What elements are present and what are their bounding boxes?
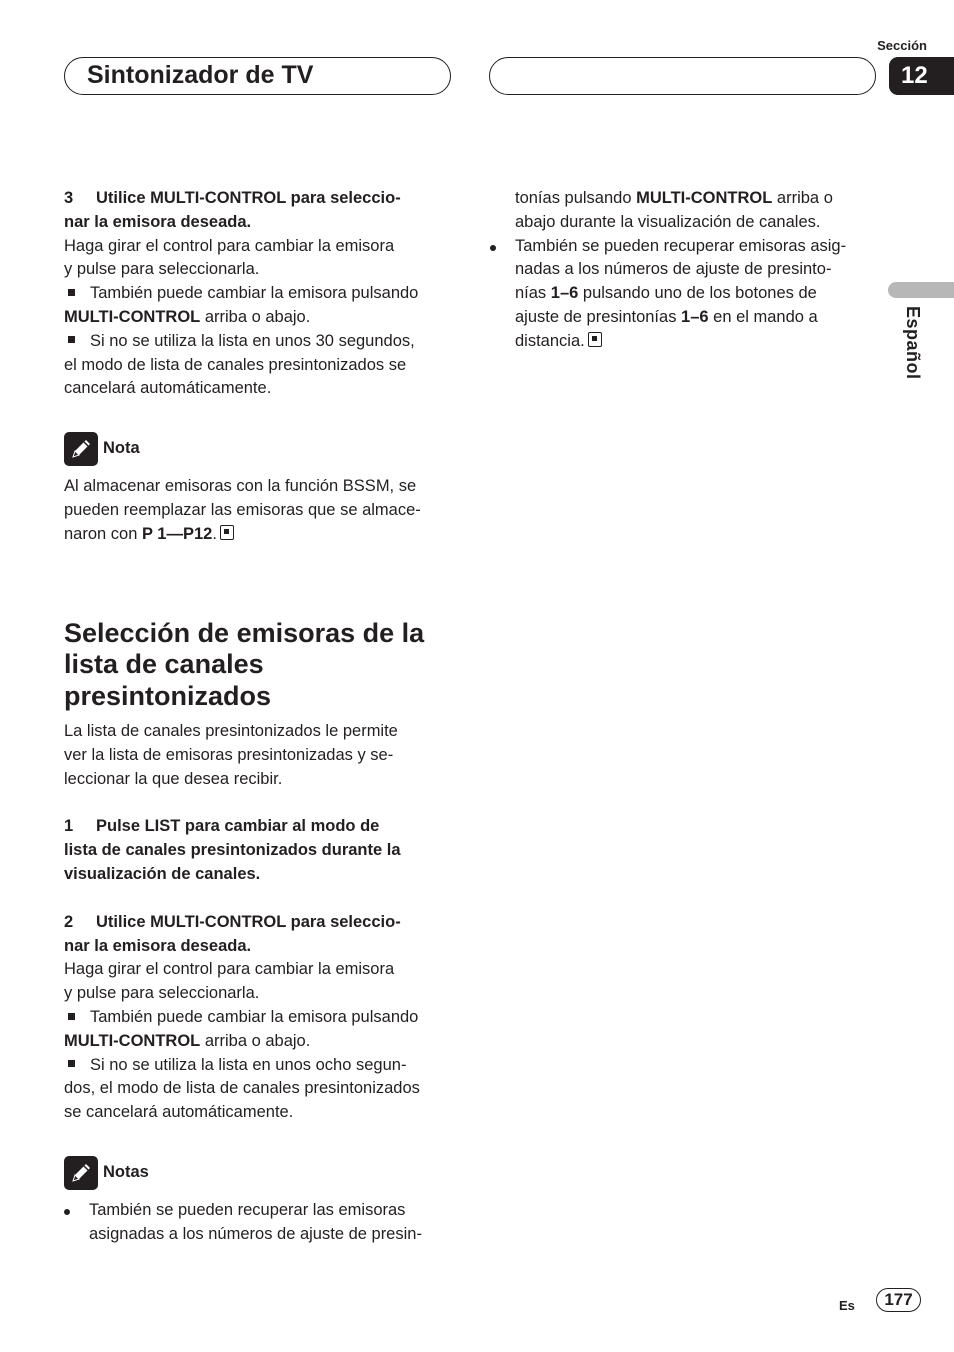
step-title-line: lista de canales presintonizados durante la — [64, 841, 401, 860]
right-column: tonías pulsando MULTI-CONTROL arriba o abajo durante la visualización de canales. También se pueden recuperar emisoras asig- nadas a los números de ajuste de presinto- nías 1–6 pulsando uno de los botones de ajuste de presintonías 1–6 en el mando a distancia. — [515, 187, 875, 354]
step-title-line: visualización de canales. — [64, 865, 261, 884]
intro-line: ver la lista de emisoras presintonizadas y se- — [64, 745, 394, 764]
footer-language: Es — [839, 1298, 855, 1313]
section-number-tab: 12 — [889, 57, 954, 95]
header-title-pill — [64, 57, 451, 95]
notes-line: tonías pulsando — [515, 189, 637, 207]
item-line: cancelará automáticamente. — [64, 379, 272, 398]
square-bullet-icon — [68, 289, 75, 296]
step-title-line: Pulse LIST para cambiar al modo de — [96, 817, 380, 836]
item-line: Si no se utiliza la lista en unos ocho segun- — [90, 1055, 407, 1074]
step-3 — [64, 187, 448, 401]
note-line: Al almacenar emisoras con la función BSSM, se — [64, 477, 417, 496]
note-block: Nota Al almacenar emisoras con la función BSSM, se pueden reemplazar las emisoras que se almace- naron con P 1—P12. — [64, 432, 448, 546]
item-line: dos, el modo de lista de canales presintonizados — [64, 1079, 420, 1098]
item-line: se cancelará automáticamente. — [64, 1103, 294, 1122]
intro-line: La lista de canales presintonizados le permite — [64, 722, 398, 741]
step-number: 1 — [64, 817, 74, 836]
note-title: Nota — [103, 439, 140, 458]
step-title-line: Utilice MULTI-CONTROL para seleccio- — [96, 912, 401, 931]
notes-line: abajo durante la visualización de canales. — [515, 212, 821, 231]
notes-bold: MULTI-CONTROL — [636, 189, 773, 207]
step-2 — [64, 911, 448, 1125]
page-title: Sintonizador de TV — [87, 61, 314, 89]
item-line: el modo de lista de canales presintonizados se — [64, 355, 407, 374]
square-bullet-icon — [68, 336, 75, 343]
page-number: 177 — [876, 1288, 921, 1312]
end-mark-icon — [220, 525, 234, 540]
notes-line: asignadas a los números de ajuste de presin- — [89, 1224, 422, 1243]
notes-line: También se pueden recuperar las emisoras — [89, 1201, 406, 1220]
notes-bullet-2: También se pueden recuperar emisoras asig- nadas a los números de ajuste de presinto- nías 1–6 pulsando uno de los botones de ajuste de presintonías 1–6 en el mando a distancia. — [490, 235, 875, 354]
body-line: y pulse para seleccionarla. — [64, 260, 260, 279]
left-column — [64, 187, 448, 1247]
step-title-line: nar la emisora deseada. — [64, 212, 252, 231]
body-line: Haga girar el control para cambiar la emisora — [64, 960, 395, 979]
body-line: y pulse para seleccionarla. — [64, 984, 260, 1003]
notes-line: También se pueden recuperar emisoras asig- — [515, 236, 847, 255]
item-line: arriba o abajo. — [200, 1031, 311, 1050]
intro-line: leccionar la que desea recibir. — [64, 769, 283, 788]
notes-bold: 1–6 — [550, 284, 579, 303]
section-label: Sección — [877, 38, 927, 53]
bullet-dot-icon — [490, 245, 496, 251]
pencil-icon — [64, 432, 98, 466]
item-bold: MULTI-CONTROL — [64, 307, 201, 326]
step-title-line: Utilice MULTI-CONTROL para seleccio- — [96, 189, 401, 207]
language-tab-bar — [888, 282, 954, 298]
section-heading: Selección de emisoras de la lista de canales presintonizados — [64, 617, 425, 711]
end-mark-icon — [588, 332, 602, 347]
notes-title: Notas — [103, 1163, 149, 1182]
header-empty-pill — [489, 57, 876, 95]
item-line: Si no se utiliza la lista en unos 30 segundos, — [90, 331, 415, 350]
note-line: naron con — [64, 524, 142, 543]
step-title-line: nar la emisora deseada. — [64, 936, 252, 955]
notes-block — [64, 1156, 448, 1247]
square-bullet-icon — [68, 1013, 75, 1020]
item-line: También puede cambiar la emisora pulsando — [90, 284, 419, 303]
pencil-icon — [64, 1156, 98, 1190]
notes-line: distancia. — [515, 331, 585, 350]
body-line: Haga girar el control para cambiar la emisora — [64, 236, 395, 255]
step-number: 3 — [64, 189, 74, 207]
notes-line: nadas a los números de ajuste de presinto- — [515, 260, 832, 279]
item-bold: MULTI-CONTROL — [64, 1031, 201, 1050]
step-1 — [64, 815, 448, 886]
item-line: arriba o abajo. — [200, 307, 311, 326]
notes-bold: 1–6 — [681, 307, 709, 326]
step-number: 2 — [64, 912, 74, 931]
section — [64, 618, 448, 792]
note-line: pueden reemplazar las emisoras que se almace- — [64, 500, 421, 519]
bullet-dot-icon — [64, 1209, 70, 1215]
note-bold: P 1—P12 — [141, 524, 213, 543]
language-label: Español — [903, 306, 923, 380]
item-line: También puede cambiar la emisora pulsando — [90, 1008, 419, 1027]
square-bullet-icon — [68, 1060, 75, 1067]
